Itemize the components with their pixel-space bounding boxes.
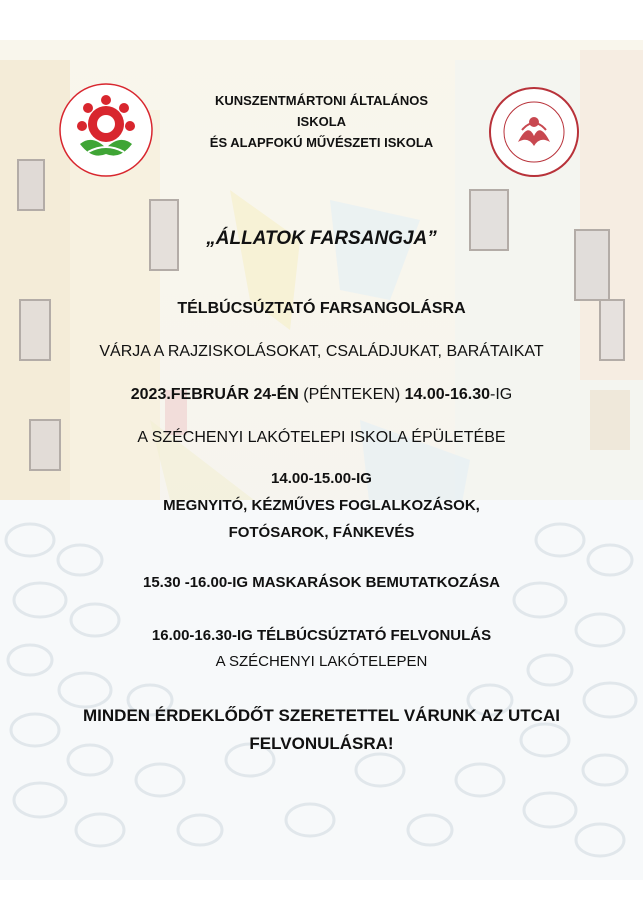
program-block3-line1: 16.00-16.30-IG TÉLBÚCSÚZTATÓ FELVONULÁS [151, 627, 492, 644]
program-block3-line2: A SZÉCHENYI LAKÓTELEPEN [215, 653, 428, 670]
program-block1-line2: FOTÓSAROK, FÁNKEVÉS [228, 524, 415, 541]
event-title: „ÁLLATOK FARSANGJA” [206, 228, 437, 249]
program-block1-time: 14.00-15.00-IG [271, 470, 372, 487]
closing-line2: FELVONULÁSRA! [249, 734, 394, 753]
event-time-suffix: -IG [490, 386, 513, 403]
school-name-line2: ISKOLA [296, 114, 347, 129]
event-time: 14.00-16.30 [404, 386, 491, 403]
event-date [0, 386, 643, 404]
program-block1-line1: MEGNYITÓ, KÉZMŰVES FOGLALKOZÁSOK, [163, 497, 480, 514]
event-venue: A SZÉCHENYI LAKÓTELEPI ISKOLA ÉPÜLETÉBE [137, 429, 506, 446]
event-subtitle: TÉLBÚCSÚZTATÓ FARSANGOLÁSRA [177, 300, 466, 317]
event-date-day: (PÉNTEKEN) [298, 386, 405, 403]
school-logo-icon [58, 82, 154, 178]
closing-line1: MINDEN ÉRDEKLŐDŐT SZERETETTEL VÁRUNK AZ UTCAI [83, 706, 560, 725]
school-name [150, 90, 493, 153]
school-name-line3: ÉS ALAPFOKÚ MŰVÉSZETI ISKOLA [209, 135, 434, 150]
talent-point-seal-icon [488, 86, 580, 178]
event-date-bold: 2023.FEBRUÁR 24-ÉN [130, 386, 299, 403]
program-block2: 15.30 -16.00-IG MASKARÁSOK BEMUTATKOZÁSA [143, 574, 500, 591]
school-name-line1: KUNSZENTMÁRTONI ÁLTALÁNOS [214, 93, 429, 108]
invite-text: VÁRJA A RAJZISKOLÁSOKAT, CSALÁDJUKAT, BARÁTAIKAT [99, 343, 544, 360]
